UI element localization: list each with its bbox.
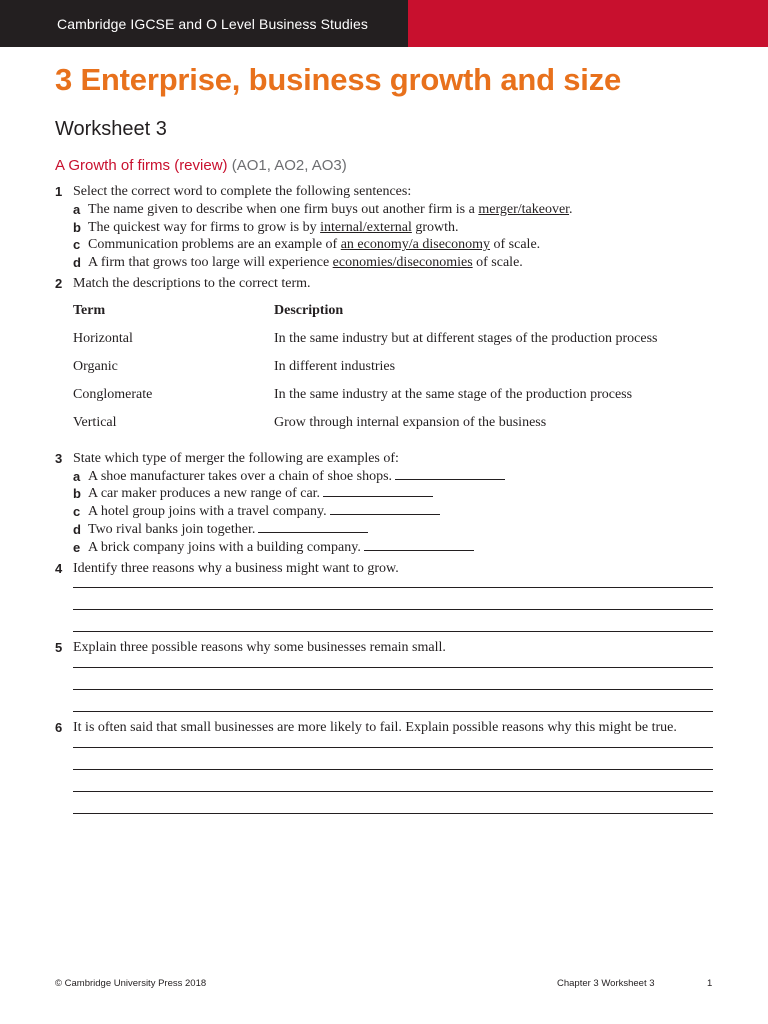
item-text: Two rival banks join together. bbox=[88, 521, 256, 537]
description-cell: In the same industry at the same stage of the production process bbox=[274, 386, 633, 402]
item-letter: d bbox=[73, 521, 81, 537]
item-letter: a bbox=[73, 201, 81, 217]
question-text: Select the correct word to complete the following sentences: bbox=[73, 184, 412, 199]
description-cell: Grow through internal expansion of the business bbox=[274, 414, 547, 430]
answer-blank[interactable] bbox=[395, 468, 505, 480]
question-text: State which type of merger the following are examples of: bbox=[73, 450, 399, 466]
item-text: Communication problems are an example of bbox=[88, 237, 341, 253]
item-text-end: . bbox=[569, 201, 573, 217]
word-choice[interactable]: an economy/a diseconomy bbox=[340, 237, 491, 253]
question-1-item-b bbox=[73, 219, 715, 237]
section-objectives: (AO1, AO2, AO3) bbox=[231, 157, 347, 174]
item-text: The name given to describe when one firm buys out another firm is a bbox=[88, 201, 479, 217]
question-number: 6 bbox=[55, 720, 63, 736]
book-title: Cambridge IGCSE and O Level Business Studies bbox=[57, 15, 368, 32]
word-choice[interactable]: internal/external bbox=[320, 219, 412, 235]
item-letter: d bbox=[73, 255, 81, 271]
answer-blank[interactable] bbox=[330, 503, 440, 515]
header-dark-panel bbox=[0, 0, 408, 47]
answer-line[interactable] bbox=[73, 769, 713, 770]
answer-blank[interactable] bbox=[323, 485, 433, 497]
term-cell: Conglomerate bbox=[73, 386, 153, 402]
question-number: 4 bbox=[55, 560, 63, 576]
question-3-item-e bbox=[73, 539, 715, 557]
question-1-item-c bbox=[73, 236, 715, 254]
header-bar bbox=[0, 0, 768, 47]
footer-chapter: Chapter 3 Worksheet 3 bbox=[557, 978, 655, 989]
item-letter: a bbox=[73, 468, 81, 484]
item-text-end: growth. bbox=[411, 219, 459, 235]
term-cell: Organic bbox=[73, 358, 118, 374]
answer-blank[interactable] bbox=[258, 521, 368, 533]
item-text: A firm that grows too large will experience bbox=[88, 255, 333, 271]
item-text: A brick company joins with a building company. bbox=[88, 539, 361, 555]
worksheet-title: Worksheet 3 bbox=[55, 118, 167, 140]
question-4 bbox=[55, 560, 715, 578]
question-number: 3 bbox=[55, 450, 63, 466]
item-text: The quickest way for firms to grow is by bbox=[88, 219, 321, 235]
answer-line[interactable] bbox=[73, 813, 713, 814]
worksheet-content bbox=[55, 183, 715, 814]
question-3 bbox=[55, 450, 715, 557]
item-letter: e bbox=[73, 539, 81, 555]
description-cell: In different industries bbox=[274, 358, 396, 374]
item-text: A shoe manufacturer takes over a chain of shoe shops. bbox=[88, 468, 393, 484]
answer-line[interactable] bbox=[73, 791, 713, 792]
question-number: 1 bbox=[55, 184, 63, 199]
answer-blank[interactable] bbox=[364, 539, 474, 551]
answer-lines-q5 bbox=[55, 657, 715, 712]
answer-line[interactable] bbox=[73, 689, 713, 690]
answer-line[interactable] bbox=[73, 631, 713, 632]
table-row bbox=[73, 386, 657, 414]
question-3-item-c bbox=[73, 503, 715, 521]
word-choice[interactable]: merger/takeover bbox=[478, 201, 570, 217]
item-text-end: of scale. bbox=[490, 237, 541, 253]
question-3-item-a bbox=[73, 468, 715, 486]
question-text: Identify three reasons why a business might want to grow. bbox=[73, 560, 399, 576]
section-heading bbox=[55, 157, 347, 174]
table-row bbox=[73, 330, 657, 358]
section-title: A Growth of firms (review) bbox=[55, 157, 228, 174]
page-number: 1 bbox=[707, 978, 713, 989]
question-3-item-d bbox=[73, 521, 715, 539]
copyright-notice: © Cambridge University Press 2018 bbox=[55, 978, 207, 989]
term-header: Term bbox=[73, 302, 106, 318]
description-header: Description bbox=[274, 302, 344, 318]
question-number: 2 bbox=[55, 275, 63, 291]
word-choice[interactable]: economies/diseconomies bbox=[332, 255, 473, 271]
table-header-row bbox=[73, 302, 657, 330]
question-5 bbox=[55, 639, 715, 657]
question-2 bbox=[55, 275, 715, 442]
question-1-item-a bbox=[73, 201, 715, 219]
item-text: A hotel group joins with a travel company. bbox=[88, 504, 327, 520]
item-letter: b bbox=[73, 486, 81, 502]
question-1 bbox=[55, 183, 715, 272]
term-cell: Horizontal bbox=[73, 330, 133, 346]
item-letter: c bbox=[73, 237, 81, 253]
question-3-item-b bbox=[73, 485, 715, 503]
table-row bbox=[73, 358, 657, 386]
item-letter: b bbox=[73, 219, 81, 235]
answer-lines-q6 bbox=[55, 737, 715, 814]
question-number: 5 bbox=[55, 640, 63, 656]
answer-line[interactable] bbox=[73, 711, 713, 712]
question-text: It is often said that small businesses are more likely to fail. Explain possible reasons why this might be true. bbox=[73, 720, 677, 736]
question-text: Explain three possible reasons why some businesses remain small. bbox=[73, 640, 446, 656]
answer-line[interactable] bbox=[73, 609, 713, 610]
answer-lines-q4 bbox=[55, 577, 715, 632]
item-letter: c bbox=[73, 504, 81, 520]
description-cell: In the same industry but at different stages of the production process bbox=[274, 330, 658, 346]
question-6 bbox=[55, 719, 715, 737]
question-text: Match the descriptions to the correct term. bbox=[73, 275, 311, 291]
chapter-title: 3 Enterprise, business growth and size bbox=[55, 62, 622, 97]
answer-line[interactable] bbox=[73, 747, 713, 748]
answer-line[interactable] bbox=[73, 587, 713, 588]
item-text-end: of scale. bbox=[472, 255, 523, 271]
table-row bbox=[73, 414, 657, 442]
matching-table bbox=[73, 302, 657, 442]
answer-line[interactable] bbox=[73, 667, 713, 668]
item-text: A car maker produces a new range of car. bbox=[88, 486, 321, 502]
term-cell: Vertical bbox=[73, 414, 117, 430]
header-red-panel bbox=[408, 0, 768, 47]
question-1-item-d bbox=[73, 254, 715, 272]
